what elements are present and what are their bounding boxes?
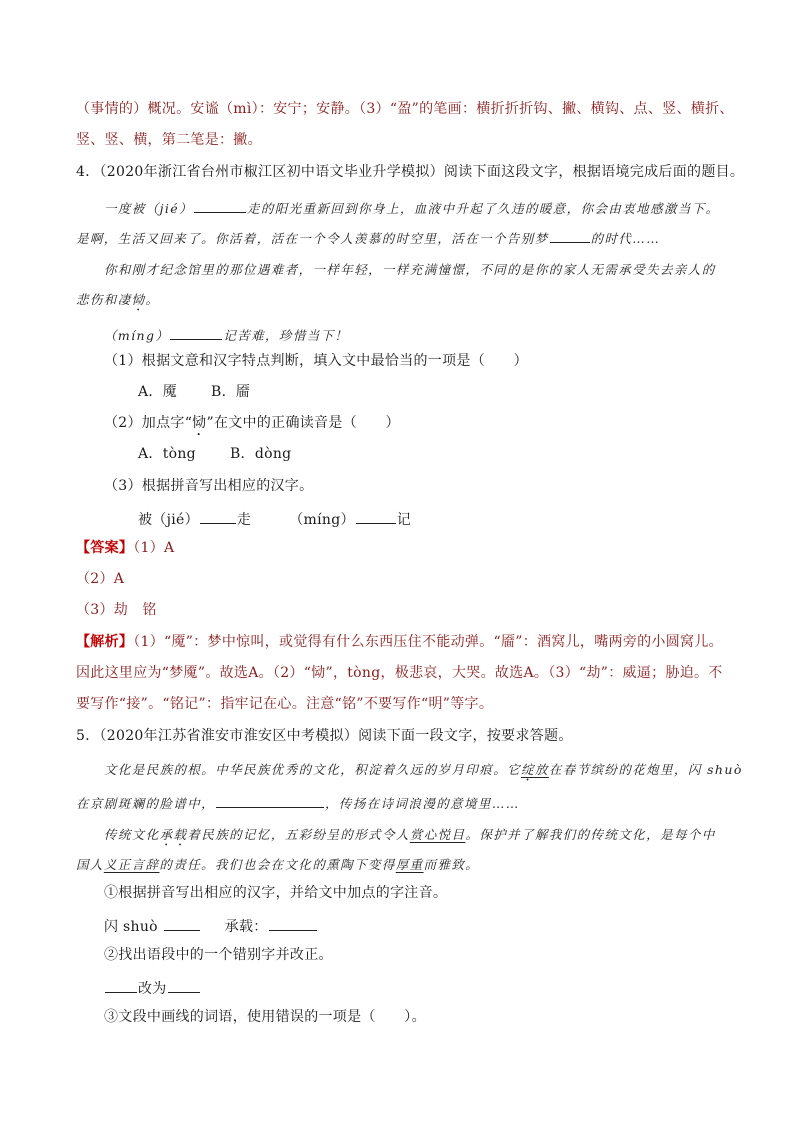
q4-sub-3-text: （míng） (289, 512, 355, 528)
q5-passage-text: ，传扬在诗词浪漫的意境里…… (325, 796, 520, 811)
q4-sub-question-2 (104, 415, 400, 439)
option-a: A．tòng (138, 446, 196, 462)
q4-sub-2-options (138, 446, 291, 463)
q5-sub-1-text: 承载： (224, 919, 268, 935)
q4-sub-2-text: （2）加点字“ (104, 415, 193, 431)
q5-passage-text: 在春节缤纷的花炮里，闪 shuò (548, 762, 743, 777)
analysis-line-3: 要写作“接”。“铭记”：指牢记在心。注意“铭”不要写作“明”等字。 (76, 696, 494, 712)
answer-blank[interactable] (356, 509, 396, 524)
q5-passage-text: 而雅致。 (423, 857, 480, 872)
answer-line-1 (76, 540, 174, 557)
q5-passage-text: 在京剧斑斓的脸谱中， (76, 796, 216, 811)
dotted-character: 绽 (521, 762, 535, 777)
q5-passage-text: 。保护并了解我们的传统文化，是每个中 (465, 827, 716, 842)
analysis-line-2: 因此这里应为“梦魇”。故选A。（2）“恸”，tòng，极悲哀，大哭。故选A。（3）“劫”：威逼；胁迫。不 (76, 665, 723, 681)
q4-sub-3-text: 走 (236, 512, 252, 528)
answer-blank[interactable] (269, 916, 317, 931)
q5-sub-question-1: ①根据拼音写出相应的汉字，并给文中加点的字注音。 (104, 885, 448, 901)
previous-explanation-line-1: （事情的）概况。安谧（mì）：安宁；安静。（3）“盈”的笔画：横折折折钩、撇、横钩、点、竖、横折、 (76, 101, 734, 117)
q4-passage-line-4 (76, 292, 159, 314)
q4-passage-text: 。 (145, 292, 160, 307)
q5-passage-line-3 (104, 827, 716, 849)
underlined-text: 厚重 (395, 857, 424, 872)
answer-blank[interactable] (105, 978, 137, 993)
answer-line-2: （2）A (76, 571, 125, 587)
q5-sub-1-blanks (104, 916, 318, 936)
fill-blank (194, 198, 246, 213)
question-5-stem: 5．（2020年江苏省淮安市淮安区中考模拟）阅读下面一段文字，按要求答题。 (76, 728, 573, 744)
q4-passage-text: 一度被（jié） (104, 201, 193, 216)
fill-blank (550, 228, 590, 243)
q5-passage-line-1 (104, 762, 743, 784)
option-a: A．魇 (138, 384, 178, 400)
q4-passage-text: （míng） (104, 328, 170, 343)
q5-sub-question-2: ②找出语段中的一个错别字并改正。 (104, 947, 333, 963)
answer-tag: 【答案】 (76, 540, 134, 556)
q4-passage-text: 走的阳光重新回到你身上，血液中升起了久违的暖意，你会由衷地感激当下。 (246, 201, 720, 216)
option-b: B．靥 (211, 384, 251, 400)
q5-passage-text: 文化是民族的根。中华民族优秀的文化，积淀着久远的岁月印痕。它 (104, 762, 522, 777)
q4-passage-text: 是啊，生活又回来了。你活着，活在一个令人羡慕的时空里，活在一个告别梦 (76, 231, 549, 246)
underlined-text: 放 (534, 762, 549, 777)
previous-explanation-line-2: 竖、竖、横，第二笔是：撇。 (76, 132, 262, 148)
q5-sub-2-blanks (104, 978, 201, 998)
underlined-text: 义正言辞 (103, 857, 160, 872)
answer-text: （1）A (133, 540, 175, 556)
fill-blank (216, 793, 324, 808)
q4-passage-line-2 (76, 228, 660, 246)
answer-blank[interactable] (200, 509, 236, 524)
q5-passage-text: 传统文化 (104, 827, 160, 842)
q4-passage-line-3: 你和刚才纪念馆里的那位遇难者，一样年轻，一样充满憧憬，不同的是你的家人无需承受失去亲人的 (104, 262, 716, 277)
q4-passage-text: 悲伤和凄 (76, 292, 132, 307)
fill-blank (170, 325, 222, 340)
answer-blank[interactable] (164, 916, 200, 931)
q4-passage-line-1 (104, 198, 720, 216)
q4-sub-question-1: （1）根据文意和汉字特点判断，填入文中最恰当的一项是（ ） (104, 353, 528, 369)
q5-passage-line-4 (76, 857, 479, 872)
answer-line-3: （3）劫 铭 (76, 602, 157, 618)
q4-sub-2-text: ”在文中的正确读音是（ ） (206, 415, 400, 431)
q5-passage-text: 的责任。我们也会在文化的熏陶下变得 (159, 857, 396, 872)
q4-sub-3-text: 记 (396, 512, 412, 528)
q5-sub-2-text: 改为 (138, 981, 167, 997)
q5-sub-question-3: ③文段中画线的词语，使用错误的一项是（ ）。 (104, 1009, 426, 1025)
q4-passage-line-5 (104, 325, 348, 343)
q5-passage-line-2 (76, 793, 520, 811)
dotted-character: 恸 (192, 415, 207, 431)
underlined-text: 赏心悦目 (409, 827, 466, 842)
analysis-line-1 (76, 634, 723, 651)
dotted-characters: 承载 (159, 827, 188, 842)
q5-passage-text: 国人 (76, 857, 104, 872)
q5-passage-text: 着民族的记忆，五彩纷呈的形式令人 (187, 827, 410, 842)
q4-sub-3-blanks (138, 509, 411, 529)
q4-sub-1-options (138, 384, 250, 401)
question-4-stem: 4．（2020年浙江省台州市椒江区初中语文毕业升学模拟）阅读下面这段文字，根据语境完成后面的题目。 (76, 164, 745, 180)
dotted-character: 恸 (131, 292, 146, 307)
answer-blank[interactable] (168, 978, 200, 993)
q4-passage-text: 的时代…… (590, 231, 661, 246)
q4-sub-3-text: 被（jié） (138, 512, 199, 528)
q4-passage-text: 记苦难，珍惜当下！ (223, 328, 349, 343)
q4-sub-question-3: （3）根据拼音写出相应的汉字。 (104, 478, 314, 494)
analysis-tag: 【解析】 (76, 634, 134, 650)
analysis-text: （1）“魇”：梦中惊叫，或觉得有什么东西压住不能动弹。“靥”：酒窝儿，嘴两旁的小圆窝儿。 (133, 634, 723, 650)
q5-sub-1-text: 闪 shuò (104, 919, 158, 935)
option-b: B．dòng (229, 446, 292, 462)
